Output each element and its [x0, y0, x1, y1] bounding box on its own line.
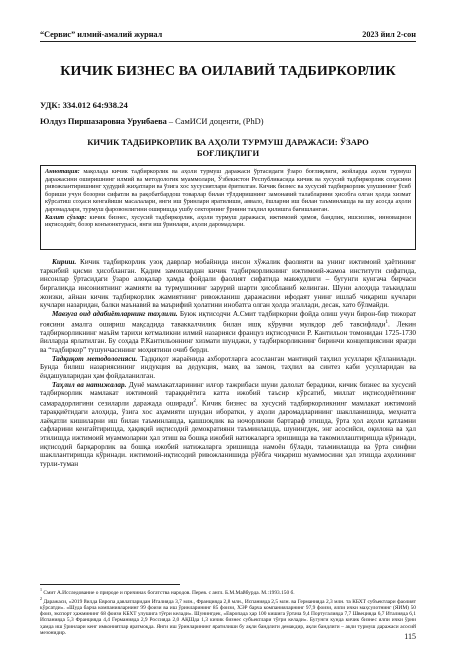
footnote-2-text: Даражаси, «2019 йилда Европа давлатларидан Италияда 3,7 млн., Францияда 2,8 млн., Испанияда 2,5 млн. ва Германияда 2,3 млн. та КБХТ субъектлари фаолият кўрсатди». «Шуда барча компанияларнинг 99 фоизи ва иш ўринларининг 85 фоизи, ХЭР барча компанияларнинг 97,9 фоизи, ялпи ички маҳсулотнинг (ЯИМ) 50 фоиз, экспорт ҳажмининг 68 фоизи КБХТ улушига тўғри келади». Шунингдек, «Европада ҳар 100 кишига ўртача 9,4 Португалияда 7,7 Швецияда 6,7 Италияда 6,1 Испанияда 5,3 Францияда 4,4 Германияда 2,9 Россияда 2,0 АҚШда 1,3 кичик бизнес субъектлари тўғри келади». Бугунги кунда кичик бизнес ялпи ички ўрни ҳамда иш ўринлари кенг имкониятлар яратмоқда. Янги иш ўринларининг яратилиши бу ақли бандлиги демакдир, ақли бандлиги – ақли турмуш даражаси асосий мезонидир.: [40, 598, 416, 636]
footnotes: [40, 587, 416, 636]
analysis-paragraph: [40, 381, 416, 469]
literature-text-2: . Лекин тадбиркорликнинг маъйм тарихи кетмаликни илмий назарияси француз иқтисодчиси Р. Кантильон томонидан 1725-1730 йилларда ярлатилган. Бу соҳада Р.Кантильоннинг хизмати шундаки, у тадбиркорликнинг биринчи концепциясини ярагди ва “тадбиркор” тушунчасининг моҳиятини очиб берди.: [40, 319, 416, 354]
methodology-paragraph: [40, 355, 416, 381]
footnote-1: [40, 587, 416, 596]
keywords-label: Калит сўзлар:: [45, 213, 87, 221]
article-title-line-1: КИЧИК ТАДБИРКОРЛИК ВА АҲОЛИ ТУРМУШ ДАРАЖАСИ: ЎЗАРО: [87, 137, 369, 147]
article-title: [40, 137, 416, 159]
intro-text: Кичик тадбиркорлик узоқ даврлар мобайнида инсон хўжалик фаолияти ва унинг ижтимоий ҳаётининг таркибий қисми ҳисобланган. Қадим замонлардан кичик тадбиркорликнинг ижтимоий-жамоа институти сифатида, инсонлар ўртасидаги ўзаро алоқалар ҳамда фойдали фаолият сифатида мавжудлиги – бугунги кунгача бирчаси биргаликда инсониятнинг жамияти ва турмушининг зарурий шарти ҳисобланиб келинган. Шуни алоҳида таъкидлаш жоизки, айнан кичик тадбиркорлик жамиятнинг ривожланиш даражасини ифодаят унинг ишлаб чиқариш кучлари кучлари назаридан, балки маънавий ва маърифий ҳолатини инобатга олган ҳолда эгаллади, десак, хато бўлмайди.: [40, 258, 416, 310]
author-line: [40, 117, 416, 126]
journal-issue: 2023 йил 2-сон: [362, 30, 416, 39]
section-title: КИЧИК БИЗНЕС ВА ОИЛАВИЙ ТАДБИРКОРЛИК: [60, 64, 396, 79]
article-title-line-2: БОҒЛИҚЛИГИ: [196, 148, 260, 158]
methodology-label: Тадқиқот методологияси.: [52, 354, 138, 363]
abstract-text: мақолада кичик тадбиркорлик ва аҳоли турмуш даражаси ўртасидаги ўзаро боғлиқлиги, жойларда аҳоли турмуш даражасини оширишнинг илмий ва методологик муаммолари, Ўзбекистон Республикасида кичик ва хусусий тадбиркорлик соҳасини ривожлантиришнинг ҳудудий жиҳатлари ва ўзига хос хусусиятлари ёритилган. Кичик бизнес ва хусусий тадбиркорлик улушининг ўсиб бориши учун бозорни сифатли ва рақобатбардош товарлар билан тўлдиришнинг замонавий талабларини ҳисобга олган ҳолда хизмат кўрсатиш соҳаси кенгайиши масалалари, янги иш ўринлари яратилиши, аввало, ёшларни иш билан таъминлашда ва шу асосда аҳоли даромадлари, турмуш фаровонлигини оширишда ушбу секторнинг ўрнини таҳлил қилишга бағишланган.: [45, 168, 411, 213]
udk-code: УДК: 334.012 64:938.24: [40, 100, 128, 110]
journal-name: “Сервис” илмий-амалий журнал: [40, 30, 163, 39]
intro-label: Кириш.: [52, 258, 77, 266]
abstract-paragraph: [45, 168, 411, 214]
article-body: [40, 258, 416, 570]
footnote-ref-1[interactable]: 1: [385, 319, 389, 325]
analysis-text-3: ижтимоий-иқтисодий ривожланишида рўёбга чиқариш муаммосини ҳал этишда аҳолининг турли-туман: [40, 451, 416, 468]
literature-text-1: Буюк иқтисодчи А.Смит тадбиркорни фойда олиш учун бирон-бир тижорат ғоясини амалга ошириш мақсадида таваккалчилик билан ишқ кўрувчи мулкдор деб тавсифлади: [40, 309, 417, 328]
analysis-text-2: . Кичик бизнес ва хусусий тадбиркорликнинг мамлакат ижтимоий тараққиётидаги алоҳида, ўзига хос аҳамияти шундан иборатки, у аҳоли даромадларининг шаклланишида, меҳнатга лаёқатли кишиларни иш билан таъминлашда, қашшоқлик ва ночорликни бартараф этишда, ўрта ҳол аҳоли қатламни сафларини кенгайтиришда, ҳақиқий иқтисодий демократияни таъминлашда, шунингдек, энг асосийси, оқилона ва ҳал этилишда ижтимоий муаммоларни ҳал этиш ва бошқа ижобий натижаларга эришишда ва такомиллаштиришда кўринади, иқтисодий барқарорлик ва бошқа ижобий натижаларга эришишда намоён бўлади, таъминлашда ва ўрта синфни шакллантиришда кўринади.: [40, 399, 416, 460]
page-number: 115: [404, 632, 416, 641]
footnote-1-text: Смит А.Исследование о природе и причинах богатства народов. Перев. с англ. Б.М.Майбурда. М.:1993.150 б.: [42, 589, 295, 596]
footnote-1-mark: 1: [40, 587, 42, 592]
analysis-label: Таҳлил ва натижалар.: [52, 380, 127, 389]
author-affiliation: – СамИСИ доценти, (PhD): [166, 117, 264, 126]
footnote-divider: [40, 584, 180, 585]
abstract-box: [40, 165, 416, 250]
footnote-ref-2[interactable]: 2: [193, 398, 196, 404]
analysis-text-1: Дунё мамлакатларининг илғор тажрибаси шуни далолат берадики, кичик бизнес ва хусусий тадбиркорлик мамлакат ижтимоий тараққиётига катта ижобий таъсир кўрсатиб, миллат иқтисодиётининг самарадорлигини сезиларли даражада оширади: [40, 380, 416, 408]
literature-paragraph: [40, 310, 416, 355]
keywords-text: кичик бизнес, хусусий тадбиркорлик, аҳоли турмуш даражаси, ижтимоий ҳимоя, бандлик, ишсизлик, инновацион иқтисодиёт, бозор конъюнктураси, янги иш ўринлари, аҳоли даромадлари.: [45, 213, 411, 229]
journal-header: [40, 30, 416, 42]
intro-paragraph: [40, 258, 416, 310]
author-name: Юлдуз Пиршазаровна Урунбаева: [40, 117, 167, 126]
abstract-label: Аннотация:: [45, 168, 80, 175]
methodology-text: Тадқиқот жараёнида ахборотларга асосланган мантиқий таҳлил усуллари қўлланилади. Бунда билиш назариясининг индукция ва дедукция, мавҳ ва замон, таҳлил ва синтез каби усулларидан ва ёндашувларидан ҳам фойдаланилган.: [40, 354, 416, 380]
footnote-2-mark: 2: [40, 596, 42, 601]
keywords-paragraph: [45, 214, 411, 229]
footnote-2: [40, 596, 416, 636]
literature-label: Мавзуга оид адабиётларнинг таҳлили.: [52, 309, 178, 318]
